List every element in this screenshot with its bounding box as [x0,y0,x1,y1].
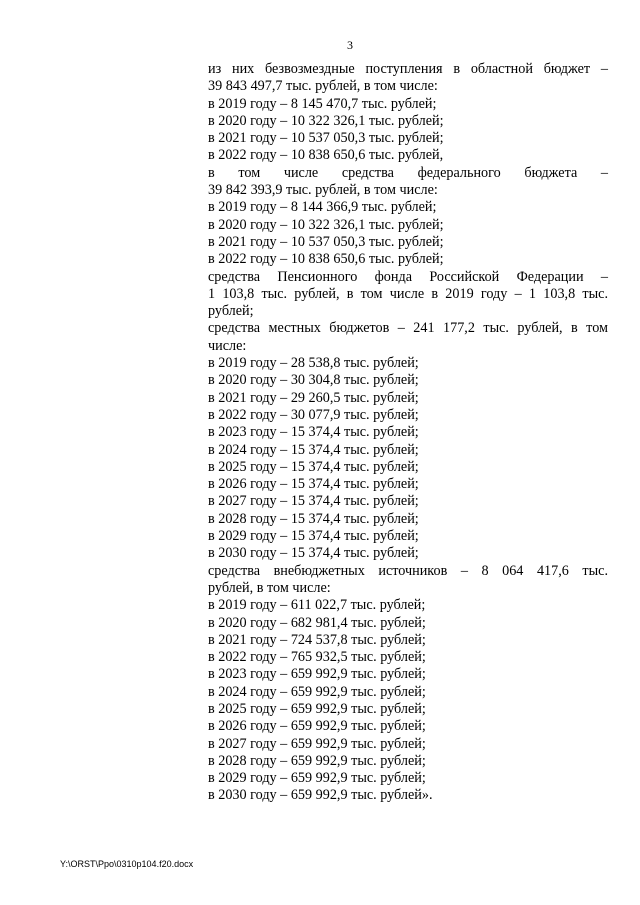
text-line: в том числе средства федерального бюджета – [208,164,608,181]
text-line: в 2026 году – 659 992,9 тыс. рублей; [208,718,426,735]
text-line: в 2027 году – 659 992,9 тыс. рублей; [208,735,426,752]
text-line: средства Пенсионного фонда Российской Федерации – [208,268,608,285]
text-line: в 2019 году – 611 022,7 тыс. рублей; [208,597,426,614]
page-number: 3 [347,38,353,52]
text-line: в 2020 году – 10 322 326,1 тыс. рублей; [208,216,444,233]
text-line: в 2022 году – 765 932,5 тыс. рублей; [208,649,426,666]
text-line: в 2025 году – 15 374,4 тыс. рублей; [208,458,419,475]
text-line: в 2021 году – 10 537 050,3 тыс. рублей; [208,130,444,147]
document-body [208,61,608,805]
text-line: в 2019 году – 8 145 470,7 тыс. рублей; [208,95,437,112]
text-line: рублей; [208,303,254,320]
text-line: в 2024 году – 659 992,9 тыс. рублей; [208,683,426,700]
text-line: 39 843 497,7 тыс. рублей, в том числе: [208,78,438,95]
text-line: в 2022 году – 10 838 650,6 тыс. рублей; [208,251,444,268]
text-line: в 2019 году – 28 538,8 тыс. рублей; [208,355,419,372]
text-line: в 2022 году – 10 838 650,6 тыс. рублей, [208,147,444,164]
text-line: в 2023 году – 15 374,4 тыс. рублей; [208,424,419,441]
text-line: из них безвозмездные поступления в областной бюджет – [208,61,608,77]
text-line: в 2027 году – 15 374,4 тыс. рублей; [208,493,419,510]
text-line: в 2028 году – 15 374,4 тыс. рублей; [208,510,419,527]
text-line: в 2020 году – 10 322 326,1 тыс. рублей; [208,112,444,129]
text-line: в 2030 году – 659 992,9 тыс. рублей». [208,787,433,804]
text-line: в 2030 году – 15 374,4 тыс. рублей; [208,545,419,562]
text-line: в 2021 году – 10 537 050,3 тыс. рублей; [208,233,444,250]
text-line: в 2028 году – 659 992,9 тыс. рублей; [208,752,426,769]
text-line: в 2025 году – 659 992,9 тыс. рублей; [208,700,426,717]
text-line: рублей, в том числе: [208,579,331,596]
text-line: в 2029 году – 15 374,4 тыс. рублей; [208,528,419,545]
text-line: в 2024 году – 15 374,4 тыс. рублей; [208,441,419,458]
text-line: в 2020 году – 682 981,4 тыс. рублей; [208,614,426,631]
text-line: в 2023 году – 659 992,9 тыс. рублей; [208,666,426,683]
text-line: в 2026 году – 15 374,4 тыс. рублей; [208,476,419,493]
text-line: 1 103,8 тыс. рублей, в том числе в 2019 году – 1 103,8 тыс. [208,285,608,302]
text-line: в 2020 году – 30 304,8 тыс. рублей; [208,372,419,389]
text-line: средства местных бюджетов – 241 177,2 тыс. рублей, в том [208,320,608,337]
text-line: в 2029 году – 659 992,9 тыс. рублей; [208,770,426,787]
text-line: в 2022 году – 30 077,9 тыс. рублей; [208,406,419,423]
text-line: в 2019 году – 8 144 366,9 тыс. рублей; [208,199,437,216]
footer-file-path: Y:\ORST\Ppo\0310p104.f20.docx [60,859,194,869]
text-line: средства внебюджетных источников – 8 064 417,6 тыс. [208,562,608,579]
text-line: в 2021 году – 724 537,8 тыс. рублей; [208,631,426,648]
text-line: 39 842 393,9 тыс. рублей, в том числе: [208,182,438,199]
text-line: числе: [208,337,247,354]
text-line: в 2021 году – 29 260,5 тыс. рублей; [208,389,419,406]
